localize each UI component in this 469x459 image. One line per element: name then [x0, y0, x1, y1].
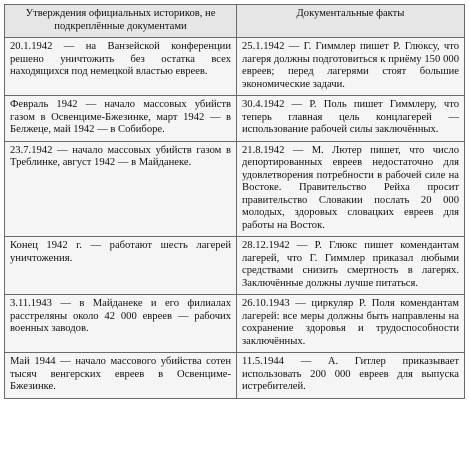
fact-text: 26.10.1943 — циркуляр Р. Поля комендантам лагерей: все меры должны быть направлены на сохранение здоровья и трудоспособности заключённых.	[242, 298, 459, 347]
claim-cell	[5, 295, 237, 353]
claim-cell	[5, 96, 237, 142]
claim-text: 20.1.1942 — на Ванзейской конференции решено уничтожить без остатка всех находящихся под немецкой властью евреев.	[10, 41, 231, 77]
table-row	[5, 237, 465, 295]
claim-cell	[5, 237, 237, 295]
fact-cell	[237, 38, 465, 96]
fact-text: 11.5.1944 — А. Гитлер приказывает использовать 200 000 евреев для выпуска истребителей.	[242, 356, 459, 392]
fact-text: 25.1.1942 — Г. Гиммлер пишет Р. Глюксу, что лагеря должны подготовиться к приёму 150 000 евреев; перед лагерями стоят большие экономические задачи.	[242, 41, 459, 90]
document-page	[4, 4, 464, 399]
header-facts: Документальные факты	[237, 5, 465, 38]
fact-cell	[237, 353, 465, 399]
claim-cell	[5, 353, 237, 399]
header-claims: Утверждения официальных историков, не подкреплённые документами	[5, 5, 237, 38]
claim-cell	[5, 38, 237, 96]
claim-text: 3.11.1943 — в Майданеке и его филиалах расстреляны около 42 000 евреев — рабочих военных заводов.	[10, 298, 231, 334]
fact-cell	[237, 295, 465, 353]
claim-cell	[5, 141, 237, 237]
table-row	[5, 295, 465, 353]
table-row	[5, 141, 465, 237]
fact-text: 28.12.1942 — Р. Глюкс пишет комендантам лагерей, что Г. Гиммлер приказал любыми средствами снизить смертность в лагерях. Заключённые должны лучше питаться.	[242, 240, 459, 289]
table-header-row	[5, 5, 465, 38]
fact-cell	[237, 237, 465, 295]
table-row	[5, 353, 465, 399]
table-row	[5, 38, 465, 96]
claim-text: Конец 1942 г. — работают шесть лагерей уничтожения.	[10, 240, 231, 264]
claim-text: Февраль 1942 — начало массовых убийств газом в Освенциме-Бжезинке, март 1942 — в Белжеце, май 1942 — в Собиборе.	[10, 99, 231, 135]
fact-text: 30.4.1942 — Р. Поль пишет Гиммлеру, что теперь главная цель концлагерей — использование рабочей силы заключённых.	[242, 99, 459, 135]
comparison-table	[4, 4, 465, 399]
claim-text: Май 1944 — начало массового убийства сотен тысяч венгерских евреев в Освенциме-Бжезинке.	[10, 356, 231, 392]
fact-cell	[237, 141, 465, 237]
claim-text: 23.7.1942 — начало массовых убийств газом в Треблинке, август 1942 — в Майданеке.	[10, 144, 231, 168]
fact-cell	[237, 96, 465, 142]
fact-text: 21.8.1942 — М. Лютер пишет, что число депортированных евреев недостаточно для удовлетворения потребности в рабочей силе на Востоке. Правительство Рейха просит правительство Словакии послать 20 000 молодых, здоровых словацких евреев для работы на Восток.	[242, 144, 459, 231]
table-row	[5, 96, 465, 142]
